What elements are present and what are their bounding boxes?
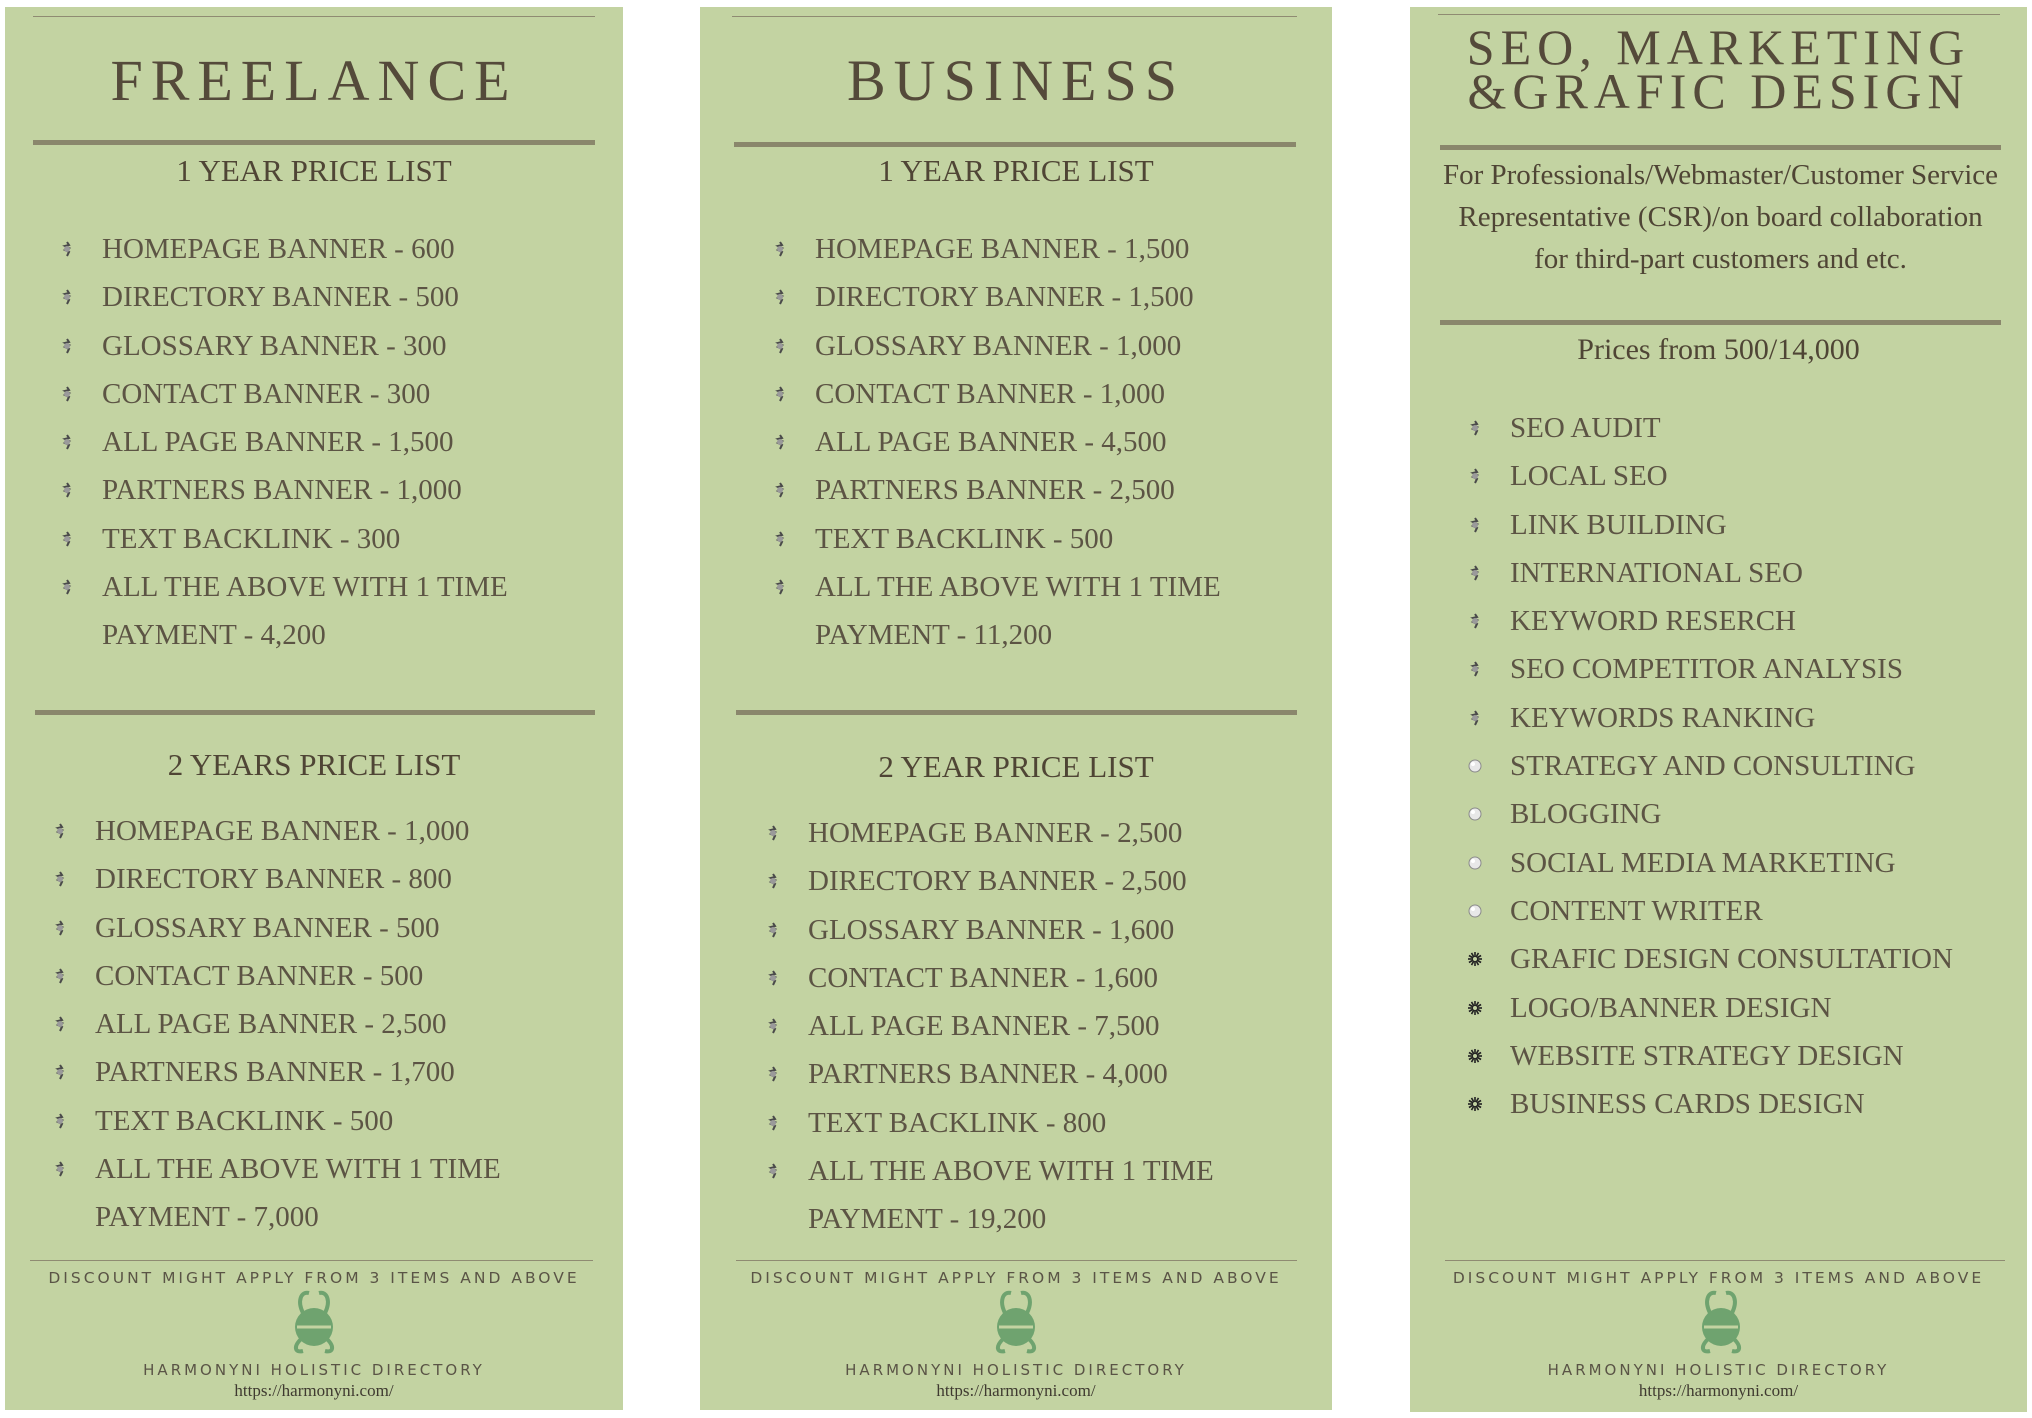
- list-item: [766, 906, 1296, 954]
- list-item: [60, 225, 580, 273]
- pin-bullet-icon: [766, 970, 780, 986]
- list-item: [60, 370, 580, 418]
- panel-title-line-1: SEO, MARKETING: [1466, 19, 1971, 75]
- list-item: [766, 809, 1296, 857]
- panel-title-line-2: &GRAFIC DESIGN: [1467, 63, 1970, 119]
- list-item: [766, 954, 1296, 1002]
- price-list-1-year: [773, 225, 1293, 660]
- price-list-1-year: [60, 225, 580, 660]
- pin-bullet-icon: [766, 1018, 780, 1034]
- list-item-text: ALL THE ABOVE WITH 1 TIME PAYMENT - 19,200: [808, 1155, 1214, 1236]
- pearl-bullet-icon: [1468, 903, 1482, 919]
- list-item: [53, 1145, 583, 1242]
- list-item: [773, 418, 1293, 466]
- list-item: [1468, 1032, 2023, 1080]
- list-item-text: CONTENT WRITER: [1510, 894, 1763, 927]
- list-item: [773, 370, 1293, 418]
- pin-bullet-icon: [53, 1161, 67, 1177]
- pin-bullet-icon: [766, 825, 780, 841]
- list-item-text: TEXT BACKLINK - 800: [808, 1106, 1107, 1139]
- discount-note: DISCOUNT MIGHT APPLY FROM 3 ITEMS AND ABOVE: [750, 1269, 1282, 1287]
- pin-bullet-icon: [60, 386, 74, 402]
- list-item-text: HOMEPAGE BANNER - 1,000: [95, 815, 470, 847]
- sunburst-bullet-icon: [1468, 1096, 1482, 1112]
- pin-bullet-icon: [766, 873, 780, 889]
- list-item: [60, 466, 580, 514]
- harmonyni-logo-icon: [289, 1287, 339, 1355]
- pin-bullet-icon: [60, 482, 74, 498]
- list-item-text: PARTNERS BANNER - 2,500: [815, 474, 1175, 507]
- pin-bullet-icon: [1468, 565, 1482, 581]
- seo-services-list: [1468, 404, 2023, 1128]
- brand-name: HARMONYNI HOLISTIC DIRECTORY: [845, 1361, 1187, 1379]
- title-divider: [1440, 145, 2001, 150]
- price-range: Prices from 500/14,000: [1577, 333, 1860, 366]
- top-divider: [1438, 14, 2000, 15]
- pin-bullet-icon: [773, 482, 787, 498]
- list-item-text: SOCIAL MEDIA MARKETING: [1510, 846, 1896, 879]
- list-item: [766, 857, 1296, 905]
- list-item: [1468, 694, 2023, 742]
- pin-bullet-icon: [60, 338, 74, 354]
- list-item: [1468, 790, 2023, 838]
- pin-bullet-icon: [1468, 661, 1482, 677]
- brand-name: HARMONYNI HOLISTIC DIRECTORY: [1547, 1361, 1890, 1379]
- pin-bullet-icon: [60, 289, 74, 305]
- list-item-text: HOMEPAGE BANNER - 600: [102, 233, 455, 265]
- price-list-2-year: [766, 809, 1296, 1244]
- pin-bullet-icon: [773, 386, 787, 402]
- list-item-text: ALL THE ABOVE WITH 1 TIME PAYMENT - 4,200: [102, 571, 508, 652]
- pin-bullet-icon: [766, 1163, 780, 1179]
- list-item: [773, 322, 1293, 370]
- list-item-text: ALL PAGE BANNER - 7,500: [808, 1010, 1160, 1043]
- list-item: [53, 1097, 583, 1145]
- list-item-text: HOMEPAGE BANNER - 2,500: [808, 817, 1183, 849]
- harmonyni-logo-icon: [991, 1287, 1041, 1355]
- section-title: 1 YEAR PRICE LIST: [878, 153, 1154, 188]
- freelance-panel: [5, 7, 623, 1410]
- list-item: [1468, 839, 2023, 887]
- list-item-text: CONTACT BANNER - 300: [102, 377, 431, 410]
- section-title: 2 YEAR PRICE LIST: [878, 749, 1154, 784]
- website-url[interactable]: https://harmonyni.com/: [234, 1381, 394, 1400]
- list-item: [773, 225, 1293, 273]
- top-divider: [732, 16, 1297, 17]
- list-item: [60, 418, 580, 466]
- section-title: 2 YEARS PRICE LIST: [167, 747, 461, 782]
- pin-bullet-icon: [773, 289, 787, 305]
- list-item-text: TEXT BACKLINK - 500: [815, 522, 1114, 555]
- pin-bullet-icon: [766, 922, 780, 938]
- panel-title: BUSINESS: [847, 48, 1185, 113]
- list-item-text: INTERNATIONAL SEO: [1510, 556, 1803, 589]
- list-item-text: DIRECTORY BANNER - 800: [95, 863, 452, 896]
- list-item: [60, 273, 580, 321]
- list-item: [53, 1048, 583, 1096]
- list-item-text: ALL THE ABOVE WITH 1 TIME PAYMENT - 7,000: [95, 1153, 501, 1234]
- pin-bullet-icon: [1468, 517, 1482, 533]
- list-item-text: HOMEPAGE BANNER - 1,500: [815, 233, 1190, 265]
- title-divider: [734, 142, 1296, 147]
- pin-bullet-icon: [766, 1115, 780, 1131]
- business-panel: [700, 7, 1332, 1410]
- list-item: [1468, 452, 2023, 500]
- pin-bullet-icon: [53, 1064, 67, 1080]
- sunburst-bullet-icon: [1468, 951, 1482, 967]
- list-item: [53, 1000, 583, 1048]
- list-item: [1468, 597, 2023, 645]
- pin-bullet-icon: [773, 241, 787, 257]
- list-item-text: GLOSSARY BANNER - 1,600: [808, 913, 1175, 946]
- description-divider: [1440, 320, 2001, 325]
- list-item-text: LINK BUILDING: [1510, 508, 1727, 541]
- top-divider: [33, 16, 595, 17]
- audience-description: For Professionals/Webmaster/Customer Service Representative (CSR)/on board collaboration for third-part customers and etc.: [1442, 159, 1998, 275]
- list-item-text: WEBSITE STRATEGY DESIGN: [1510, 1039, 1904, 1072]
- list-item: [1468, 549, 2023, 597]
- pin-bullet-icon: [1468, 710, 1482, 726]
- list-item-text: GRAFIC DESIGN CONSULTATION: [1510, 943, 1953, 976]
- pin-bullet-icon: [773, 338, 787, 354]
- list-item: [1468, 742, 2023, 790]
- pin-bullet-icon: [773, 434, 787, 450]
- website-url[interactable]: https://harmonyni.com/: [936, 1381, 1096, 1400]
- panel-title: FREELANCE: [110, 48, 518, 113]
- list-item-text: KEYWORDS RANKING: [1510, 701, 1816, 734]
- list-item-text: SEO COMPETITOR ANALYSIS: [1510, 653, 1903, 686]
- list-item-text: DIRECTORY BANNER - 1,500: [815, 281, 1194, 314]
- pin-bullet-icon: [60, 434, 74, 450]
- pin-bullet-icon: [53, 823, 67, 839]
- website-url[interactable]: https://harmonyni.com/: [1638, 1381, 1799, 1400]
- list-item-text: CONTACT BANNER - 500: [95, 959, 424, 992]
- list-item: [1468, 935, 2023, 983]
- brand-name: HARMONYNI HOLISTIC DIRECTORY: [143, 1361, 485, 1379]
- pearl-bullet-icon: [1468, 806, 1482, 822]
- list-item: [766, 1099, 1296, 1147]
- list-item-text: PARTNERS BANNER - 1,000: [102, 474, 462, 507]
- list-item: [53, 807, 583, 855]
- list-item-text: DIRECTORY BANNER - 500: [102, 281, 459, 314]
- list-item-text: CONTACT BANNER - 1,600: [808, 961, 1158, 994]
- list-item-text: DIRECTORY BANNER - 2,500: [808, 865, 1187, 898]
- list-item-text: ALL PAGE BANNER - 2,500: [95, 1008, 447, 1041]
- list-item: [773, 515, 1293, 563]
- list-item: [53, 904, 583, 952]
- list-item: [773, 466, 1293, 514]
- pin-bullet-icon: [60, 579, 74, 595]
- sunburst-bullet-icon: [1468, 1000, 1482, 1016]
- list-item-text: TEXT BACKLINK - 300: [102, 522, 401, 555]
- list-item: [1468, 1080, 2023, 1128]
- harmonyni-logo-icon: [1696, 1287, 1746, 1355]
- section-title: 1 YEAR PRICE LIST: [176, 153, 452, 188]
- section-divider: [35, 710, 595, 715]
- pearl-bullet-icon: [1468, 758, 1482, 774]
- pin-bullet-icon: [773, 531, 787, 547]
- pin-bullet-icon: [60, 531, 74, 547]
- list-item: [60, 563, 580, 660]
- list-item: [1468, 404, 2023, 452]
- list-item-text: PARTNERS BANNER - 1,700: [95, 1056, 455, 1089]
- list-item-text: LOCAL SEO: [1510, 460, 1668, 493]
- list-item-text: CONTACT BANNER - 1,000: [815, 377, 1165, 410]
- pin-bullet-icon: [766, 1066, 780, 1082]
- sunburst-bullet-icon: [1468, 1048, 1482, 1064]
- title-divider: [33, 140, 595, 145]
- list-item-text: ALL THE ABOVE WITH 1 TIME PAYMENT - 11,200: [815, 571, 1221, 652]
- seo-panel: [1410, 7, 2027, 1412]
- list-item: [766, 1050, 1296, 1098]
- section-divider: [736, 710, 1297, 715]
- list-item: [766, 1002, 1296, 1050]
- pin-bullet-icon: [1468, 420, 1482, 436]
- pin-bullet-icon: [53, 1016, 67, 1032]
- price-list-2-years: [53, 807, 583, 1242]
- list-item-text: GLOSSARY BANNER - 1,000: [815, 329, 1182, 362]
- pearl-bullet-icon: [1468, 855, 1482, 871]
- list-item: [53, 952, 583, 1000]
- list-item-text: BLOGGING: [1510, 798, 1662, 831]
- pin-bullet-icon: [53, 1113, 67, 1129]
- list-item: [1468, 645, 2023, 693]
- discount-note: DISCOUNT MIGHT APPLY FROM 3 ITEMS AND ABOVE: [48, 1269, 580, 1287]
- list-item: [1468, 887, 2023, 935]
- list-item: [53, 855, 583, 903]
- list-item: [60, 322, 580, 370]
- list-item: [766, 1147, 1296, 1244]
- list-item-text: LOGO/BANNER DESIGN: [1510, 991, 1832, 1024]
- pin-bullet-icon: [773, 579, 787, 595]
- list-item-text: GLOSSARY BANNER - 300: [102, 329, 447, 362]
- list-item-text: BUSINESS CARDS DESIGN: [1510, 1088, 1865, 1121]
- list-item-text: SEO AUDIT: [1510, 412, 1661, 444]
- pin-bullet-icon: [1468, 468, 1482, 484]
- list-item-text: KEYWORD RESERCH: [1510, 605, 1796, 638]
- list-item-text: STRATEGY AND CONSULTING: [1510, 750, 1916, 783]
- footer-divider: [1445, 1260, 2005, 1261]
- list-item: [773, 563, 1293, 660]
- list-item: [60, 515, 580, 563]
- footer-divider: [736, 1260, 1297, 1261]
- footer-divider: [30, 1260, 593, 1261]
- pin-bullet-icon: [53, 968, 67, 984]
- pin-bullet-icon: [53, 920, 67, 936]
- list-item-text: ALL PAGE BANNER - 1,500: [102, 426, 454, 459]
- list-item: [1468, 984, 2023, 1032]
- list-item-text: GLOSSARY BANNER - 500: [95, 911, 440, 944]
- list-item-text: TEXT BACKLINK - 500: [95, 1104, 394, 1137]
- list-item-text: PARTNERS BANNER - 4,000: [808, 1058, 1168, 1091]
- list-item: [773, 273, 1293, 321]
- pin-bullet-icon: [60, 241, 74, 257]
- pin-bullet-icon: [1468, 613, 1482, 629]
- pin-bullet-icon: [53, 871, 67, 887]
- list-item: [1468, 501, 2023, 549]
- list-item-text: ALL PAGE BANNER - 4,500: [815, 426, 1167, 459]
- discount-note: DISCOUNT MIGHT APPLY FROM 3 ITEMS AND ABOVE: [1452, 1269, 1985, 1287]
